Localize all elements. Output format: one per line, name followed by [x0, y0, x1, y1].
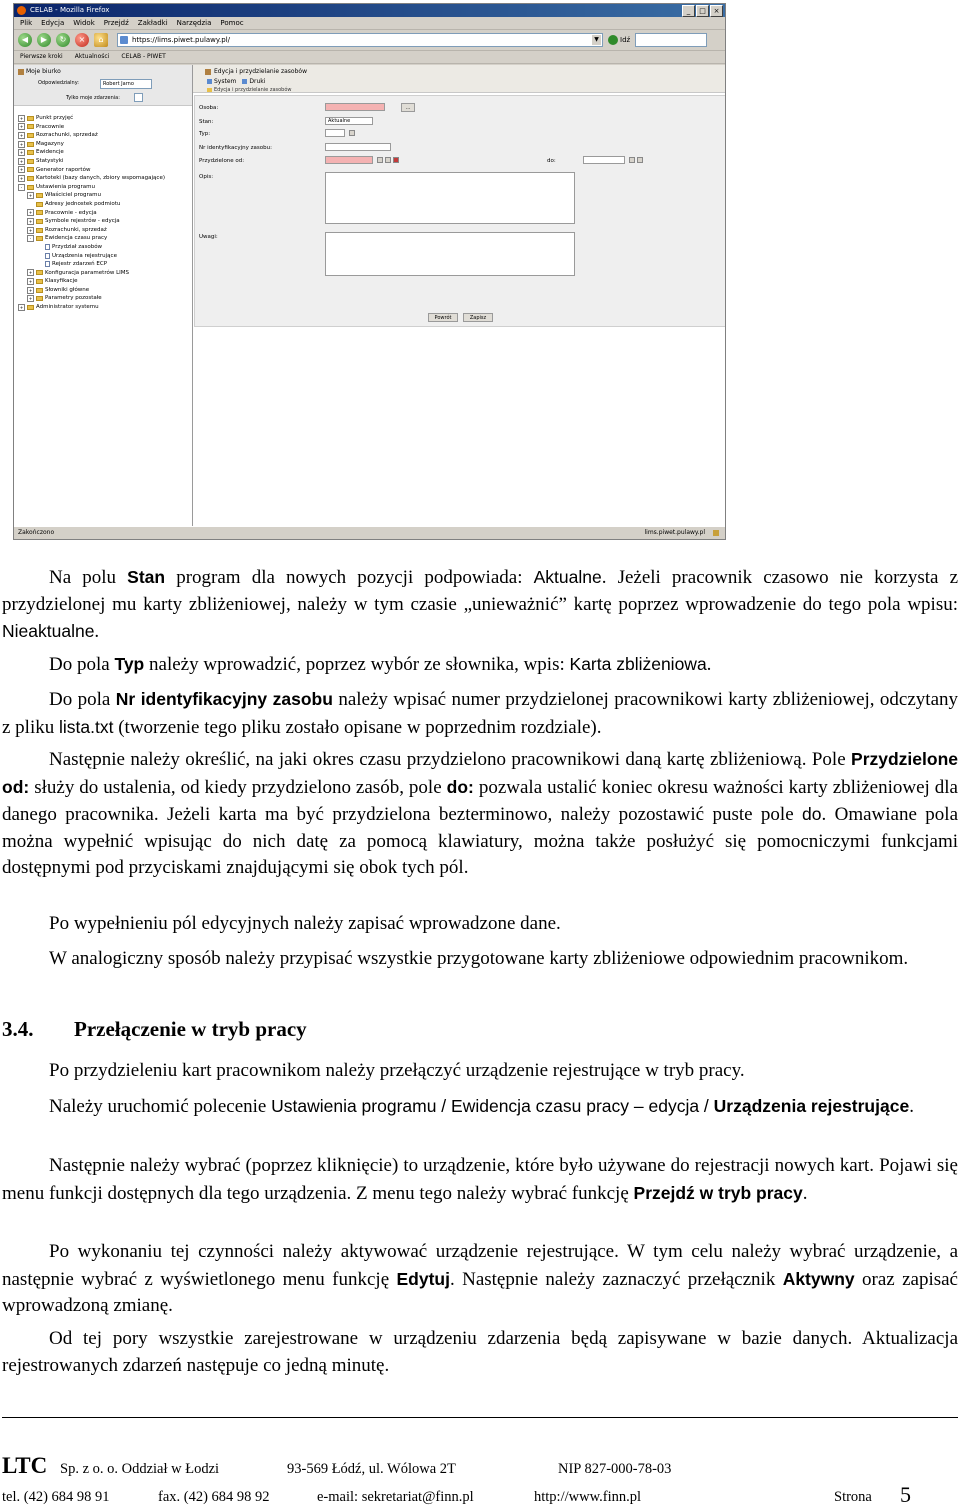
tree-item-label: Właściciel programu — [45, 192, 101, 199]
folder-icon — [27, 159, 34, 164]
tree-item-label: Statystyki — [36, 157, 64, 164]
calendar-icon[interactable] — [377, 157, 383, 163]
desk-link[interactable]: Moje biurko — [18, 68, 61, 75]
tree-item[interactable] — [18, 303, 192, 312]
save-button[interactable]: Zapisz — [463, 313, 493, 322]
assigned-from-input[interactable] — [325, 156, 373, 164]
tree-item[interactable] — [18, 286, 192, 295]
footer-email[interactable]: e-mail: sekretariat@finn.pl — [317, 1489, 474, 1505]
editor-pane — [193, 65, 725, 527]
tree-item-label: Rozrachunki, sprzedaż — [36, 132, 98, 139]
responsible-label: Odpowiedzialny: — [38, 80, 79, 86]
tree-item[interactable] — [18, 200, 192, 209]
notes-label: Uwagi: — [199, 234, 218, 240]
menu-bar — [14, 17, 725, 30]
paragraph-activate-device: Po wykonaniu tej czynności należy aktywować urządzenie rejestrujące. W tym celu należy wybrać urządzenie, a następnie wybrać z wyświetlonego menu funkcję Edytuj. Następnie należy zaznaczyć przełącznik Aktywny oraz zapisać wprowadzoną zmianę. — [2, 1241, 958, 1316]
tree-item[interactable] — [18, 183, 192, 192]
expand-icon[interactable]: + — [28, 218, 33, 224]
browser-screenshot — [13, 3, 726, 540]
navigation-tree — [14, 106, 192, 312]
paragraph-id-field: Do pola Nr identyfikacyjny zasobu należy wpisać numer przydzielonej pracownikowi karty zbliżeniowej, odczytany z pliku lista.txt (tworzenie tego pliku zostało opisane w poprzednim rozdziale). — [2, 689, 959, 738]
responsible-select[interactable]: Robert Jarno — [100, 79, 152, 89]
tree-item-label: Ewidencje — [36, 149, 64, 156]
menu-view[interactable]: Widok — [73, 19, 95, 27]
footer-website[interactable]: http://www.finn.pl — [534, 1489, 642, 1505]
clock-icon[interactable] — [393, 157, 399, 163]
footer-logo-text: LTC — [2, 1453, 48, 1478]
tree-item-label: Kartoteki (bazy danych, zbiory wspomagające) — [36, 175, 165, 182]
tree-item[interactable] — [18, 217, 192, 226]
tree-item[interactable] — [18, 294, 192, 303]
footer-company: Sp. z o. o. Oddział w Łodzi — [60, 1461, 220, 1477]
tree-item[interactable] — [18, 140, 192, 149]
collapse-icon[interactable]: - — [18, 184, 25, 191]
minimize-icon[interactable]: _ — [682, 5, 695, 17]
menu-bookmarks[interactable]: Zakładki — [137, 19, 168, 27]
desk-header — [14, 65, 192, 106]
page-icon — [120, 36, 128, 44]
expand-icon[interactable]: + — [28, 210, 33, 216]
folder-icon — [27, 116, 34, 121]
expand-icon[interactable]: + — [28, 270, 33, 276]
url-text: https://lims.piwet.pulawy.pl/ — [132, 36, 231, 44]
tree-item-label: Słowniki główne — [45, 286, 90, 293]
tree-item[interactable] — [18, 114, 192, 123]
paragraph-type-field: Do pola Typ należy wprowadzić, poprzez wybór ze słownika, wpis: Karta zbliżeniowa. — [49, 654, 712, 675]
home-icon[interactable]: ⌂ — [94, 33, 108, 47]
folder-icon — [36, 296, 43, 301]
close-icon[interactable]: × — [710, 5, 723, 17]
folder-icon — [27, 124, 34, 129]
tree-item-label: Parametry pozostałe — [45, 295, 102, 302]
document-icon — [45, 253, 50, 259]
status-host: lims.piwet.pulawy.pl — [644, 529, 705, 536]
tree-item[interactable] — [18, 157, 192, 166]
status-text: Zakończono — [18, 529, 55, 536]
back-button[interactable]: Powrót — [428, 313, 458, 322]
tree-item[interactable] — [18, 191, 192, 200]
navigation-pane — [14, 65, 193, 527]
stop-icon[interactable]: × — [75, 33, 89, 47]
tree-item-label: Ustawienia programu — [36, 183, 95, 190]
paragraph-from-now: Od tej pory wszystkie zarejestrowane w urządzeniu zdarzenia będą zapisywane w bazie danych. Aktualizacja rejestrowanych zdarzeń następuje co jedną minutę. — [2, 1328, 958, 1376]
chevron-down-icon[interactable]: ▼ — [592, 35, 601, 45]
expand-icon[interactable]: + — [19, 124, 24, 130]
type-dictionary-icon[interactable] — [349, 130, 355, 136]
status-bar — [14, 526, 725, 539]
expand-icon[interactable]: + — [19, 175, 24, 181]
bookmark-celab[interactable]: CELAB - PIWET — [121, 53, 166, 60]
tree-item[interactable] — [18, 243, 192, 252]
folder-icon — [36, 210, 43, 215]
menu-file[interactable]: Plik — [20, 19, 33, 27]
tree-item-label: Klasyfikacje — [45, 278, 78, 285]
menu-go[interactable]: Przejdź — [103, 19, 129, 27]
tree-item-label: Symbole rejestrów - edycja — [45, 218, 120, 225]
tree-item[interactable] — [18, 209, 192, 218]
bookmark-first-steps[interactable]: Pierwsze kroki — [20, 53, 63, 60]
tree-item[interactable] — [18, 123, 192, 132]
paragraph-save: Po wypełnieniu pól edycyjnych należy zapisać wprowadzone dane. — [49, 913, 561, 934]
expand-icon[interactable]: + — [19, 150, 24, 156]
expand-icon[interactable]: + — [19, 115, 24, 121]
search-input[interactable] — [635, 33, 707, 47]
section-number: 3.4. — [2, 1017, 34, 1041]
paragraph-select-device: Następnie należy wybrać (poprzez kliknięcie) to urządzenie, które było używane do rejestracji nowych kart. Pojawi się menu funkcji dostępnych dla tego urządzenia. Z menu tego należy wybrać funkcję Przejdź w tryb pracy. — [2, 1155, 958, 1204]
expand-icon[interactable]: + — [19, 167, 24, 173]
assigned-from-label: Przydzielone od: — [199, 158, 245, 164]
assigned-to-label: do: — [547, 158, 556, 164]
tree-item-label: Generator raportów — [36, 166, 91, 173]
footer-divider — [2, 1417, 958, 1418]
paragraph-status-field: Na polu Stan program dla nowych pozycji podpowiada: Aktualne. Jeżeli pracownik czasowo nie korzysta z przydzielonej mu karty zbliżeniowej, należy w tym czasie „unieważnić” kartę poprzez wprowadzenie do tego pola wpisu: Nieaktualne. — [2, 567, 958, 642]
folder-icon — [36, 236, 43, 241]
folder-icon — [36, 228, 43, 233]
window-titlebar — [14, 4, 725, 17]
tree-item[interactable] — [18, 174, 192, 183]
folder-icon — [36, 288, 43, 293]
tree-item-label: Adresy jednostek podmiotu — [45, 200, 121, 207]
tab-prints[interactable]: Druki — [242, 78, 265, 85]
breadcrumb: Edycja i przydzielanie zasobów — [207, 87, 292, 93]
bookmark-news[interactable]: Aktualności — [74, 53, 110, 60]
tree-item-label: Pracownie — [36, 123, 65, 130]
firefox-icon — [17, 6, 26, 15]
paragraph-date-fields: Następnie należy określić, na jaki okres czasu przydzielono pracownikowi daną kartę zbliżeniową. Pole Przydzielone od: służy do ustalenia, od kiedy przydzielono zasób, pole do: pozwala ustalić koniec okresu ważności karty zbliżeniowej dla danego pracownika. Jeżeli karta ma być przydzielona bezterminowo, należy pozostawić puste pole do. Omawiane pola można wypełnić wpisując do nich datę za pomocą klawiatury, można także posłużyć się pomocniczymi funkcjami dostępnymi pod przyciskami znajdującymi się obok tych pól. — [2, 749, 959, 878]
url-input[interactable] — [117, 33, 603, 47]
paragraph-switch-mode: Po przydzieleniu kart pracownikom należy przełączyć urządzenie rejestrujące w tryb pracy. — [49, 1060, 745, 1081]
expand-icon[interactable]: + — [19, 141, 24, 147]
person-input[interactable] — [325, 103, 385, 111]
status-label: Stan: — [199, 119, 214, 125]
tree-item[interactable] — [18, 260, 192, 269]
tree-item-label: Punkt przyjęć — [36, 115, 74, 121]
tree-item[interactable] — [18, 269, 192, 278]
forward-icon[interactable]: ▶ — [37, 33, 51, 47]
folder-icon — [27, 133, 34, 138]
expand-icon[interactable]: + — [28, 287, 33, 293]
back-icon[interactable]: ◀ — [18, 33, 32, 47]
resource-form — [194, 95, 726, 327]
footer-page-label: Strona — [834, 1489, 872, 1505]
assigned-to-input[interactable] — [583, 156, 625, 164]
resource-id-label: Nr identyfikacyjny zasobu: — [199, 145, 272, 151]
tree-item-label: Rozrachunki, sprzedaż — [45, 226, 107, 233]
expand-icon[interactable]: + — [19, 158, 24, 164]
tab-system[interactable]: System — [207, 78, 236, 85]
document-icon — [45, 261, 50, 267]
footer-fax: fax. (42) 684 98 92 — [158, 1489, 270, 1505]
menu-edit[interactable]: Edycja — [41, 19, 65, 27]
editor-header — [193, 65, 725, 93]
footer-phone: tel. (42) 684 98 91 — [2, 1489, 110, 1505]
folder-icon — [27, 305, 34, 310]
type-label: Typ: — [199, 131, 211, 137]
bookmarks-toolbar — [14, 51, 725, 64]
clear-date-icon[interactable] — [385, 157, 391, 163]
folder-icon — [36, 193, 43, 198]
window-title: CELAB - Mozilla Firefox — [30, 6, 110, 14]
collapse-icon[interactable]: - — [27, 235, 34, 242]
clear-date-to-icon[interactable] — [637, 157, 643, 163]
folder-icon — [27, 176, 34, 181]
page-content — [14, 65, 725, 527]
tree-item-label: Urządzenia rejestrujące — [52, 252, 117, 259]
tree-item-label: Magazyny — [36, 140, 64, 147]
mine-only-checkbox[interactable] — [134, 93, 143, 102]
tree-item[interactable] — [18, 148, 192, 157]
footer-nip: NIP 827-000-78-03 — [558, 1461, 672, 1477]
person-lookup-button[interactable]: ... — [401, 103, 415, 112]
tree-item-label: Pracownie - edycja — [45, 209, 97, 216]
menu-tools[interactable]: Narzędzia — [176, 19, 212, 27]
reload-icon[interactable]: ↻ — [56, 33, 70, 47]
type-select[interactable] — [325, 129, 345, 137]
paragraph-analogous: W analogiczny sposób należy przypisać wszystkie przygotowane karty zbliżeniowe odpowiednim pracownikom. — [49, 948, 909, 969]
section-title: Przełączenie w tryb pracy — [74, 1017, 307, 1041]
section-heading — [2, 1017, 307, 1042]
expand-icon[interactable]: + — [28, 227, 33, 233]
notes-textarea[interactable] — [325, 232, 575, 276]
folder-icon — [36, 219, 43, 224]
tree-item[interactable] — [18, 131, 192, 140]
expand-icon[interactable]: + — [28, 193, 33, 199]
status-select[interactable]: Aktualne — [325, 117, 373, 125]
folder-icon — [27, 150, 34, 155]
go-button[interactable] — [608, 35, 630, 45]
navigation-toolbar — [14, 30, 725, 51]
go-icon — [608, 35, 618, 45]
folder-icon — [36, 270, 43, 275]
tree-item-label: Administrator systemu — [36, 304, 99, 311]
tree-item-label: Ewidencja czasu pracy — [45, 235, 108, 242]
expand-icon[interactable]: + — [19, 132, 24, 138]
tree-item-label: Rejestr zdarzeń ECP — [52, 261, 108, 268]
description-textarea[interactable] — [325, 172, 575, 224]
lock-icon — [713, 530, 719, 536]
folder-icon — [27, 142, 34, 147]
tree-item[interactable] — [18, 226, 192, 235]
go-label: Idź — [620, 36, 631, 44]
footer-page-number: 5 — [900, 1482, 911, 1507]
footer-address: 93-569 Łódź, ul. Wólowa 2T — [287, 1461, 456, 1477]
tree-item[interactable] — [18, 252, 192, 261]
description-label: Opis: — [199, 174, 214, 180]
tree-item[interactable] — [18, 277, 192, 286]
maximize-icon[interactable]: □ — [696, 5, 709, 17]
folder-icon — [27, 185, 34, 190]
tree-item[interactable] — [18, 166, 192, 175]
calendar-to-icon[interactable] — [629, 157, 635, 163]
tree-item-label: Konfiguracja parametrów LIMS — [45, 269, 129, 276]
expand-icon[interactable]: + — [28, 279, 33, 285]
folder-icon — [36, 202, 43, 207]
tree-item[interactable] — [18, 234, 192, 243]
expand-icon[interactable]: + — [19, 304, 24, 310]
resource-id-input[interactable] — [325, 143, 391, 151]
tree-item-label: Przydział zasobów — [52, 243, 103, 250]
folder-icon — [36, 279, 43, 284]
document-icon — [45, 244, 50, 250]
mine-only-label: Tylko moje zdarzenia: — [66, 95, 120, 101]
folder-icon — [27, 167, 34, 172]
person-label: Osoba: — [199, 105, 219, 111]
expand-icon[interactable]: + — [28, 296, 33, 302]
menu-help[interactable]: Pomoc — [220, 19, 244, 27]
paragraph-command-path: Należy uruchomić polecenie Ustawienia programu / Ewidencja czasu pracy – edycja / Urządzenia rejestrujące. — [49, 1096, 914, 1117]
panel-title: Edycja i przydzielanie zasobów — [205, 68, 307, 75]
